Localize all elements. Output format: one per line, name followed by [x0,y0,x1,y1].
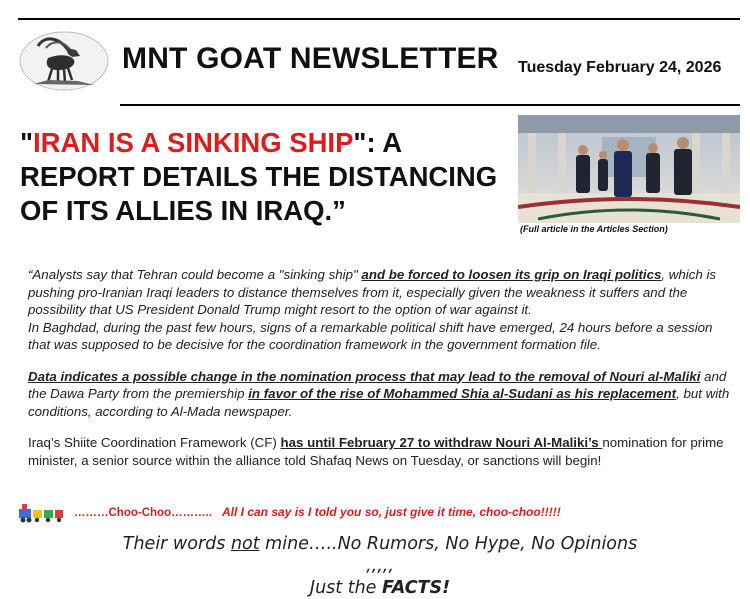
newsletter-date: Tuesday February 24, 2026 [518,59,722,76]
article-body [28,266,738,469]
top-rule [18,18,740,20]
ibex-goat-logo-icon [18,30,110,92]
p4-text-b: nomination for prime minister, a senior source within the alliance told Shafaq News on Tuesday, or sanctions will begin! [28,435,724,468]
p4-text-a: Iraq’s Shiite Coordination Framework (CF) [28,435,281,450]
footer-line-2 [120,577,640,599]
choo-choo-line [74,505,561,519]
p3-underlined-1: Data indicates a possible change in the nomination process that may lead to the removal of Nouri al-Maliki [28,368,701,384]
p3-text-b: , but with conditions, according to Al-Mada newspaper. [28,386,730,419]
footer-tagline [120,533,640,599]
footer-line-1-b: mine…..No Rumors, No Hype, No Opinions ,,,,, [259,534,638,576]
article-headline [20,126,520,228]
paragraph-1 [28,266,738,319]
footer-line-2-bold: FACTS! [382,578,451,598]
headline-red-text: IRAN IS A SINKING SHIP [33,127,354,158]
footer-line-2-a: Just the [309,578,382,598]
headline-quote-open: " [20,127,34,158]
p1-text-b: , which is pushing pro-Iranian Iraqi leaders to distance themselves from it, especially given the weakness it suffers and the possibility that US President Donald Trump might resort to the option of war against it. [28,267,717,317]
paragraph-4 [28,434,738,469]
newsletter-title: MNT GOAT NEWSLETTER [122,42,499,75]
p3-underlined-2: in favor of the rise of Mohammed Shia al-Sudani as his replacement [248,386,677,401]
choo-choo-label: ………Choo-Choo……….. [74,507,212,519]
article-photo [518,115,740,223]
footer-line-1-underlined: not [230,534,260,554]
headline-rest-text: ": A REPORT DETAILS THE DISTANCING OF ITS ALLIES IN IRAQ.” [20,127,498,226]
footer-line-1-a: Their words [122,534,231,554]
p3-text-a: and the Dawa Party from the premiership [28,368,727,401]
choo-choo-message: All I can say is I told you so, just give it time, choo-choo!!!!! [221,505,561,519]
paragraph-2: In Baghdad, during the past few hours, signs of a remarkable political shift have emerged, 24 hours before a session that was supposed to be decisive for the coordination framework in the government formation file. [28,319,713,352]
toy-train-icon [18,501,64,523]
spacer [28,354,738,368]
footer-line-1 [120,533,640,577]
spacer [28,420,738,434]
p1-text-a: “Analysts say that Tehran could become a "sinking ship" [28,267,362,282]
p4-underlined: has until February 27 to withdraw Nouri Al-Maliki’s [280,435,603,450]
p1-underlined: and be forced to loosen its grip on Iraqi politics [361,267,662,282]
header-rule [120,104,740,106]
photo-caption: (Full article in the Articles Section) [520,224,668,234]
paragraph-3 [28,368,738,421]
